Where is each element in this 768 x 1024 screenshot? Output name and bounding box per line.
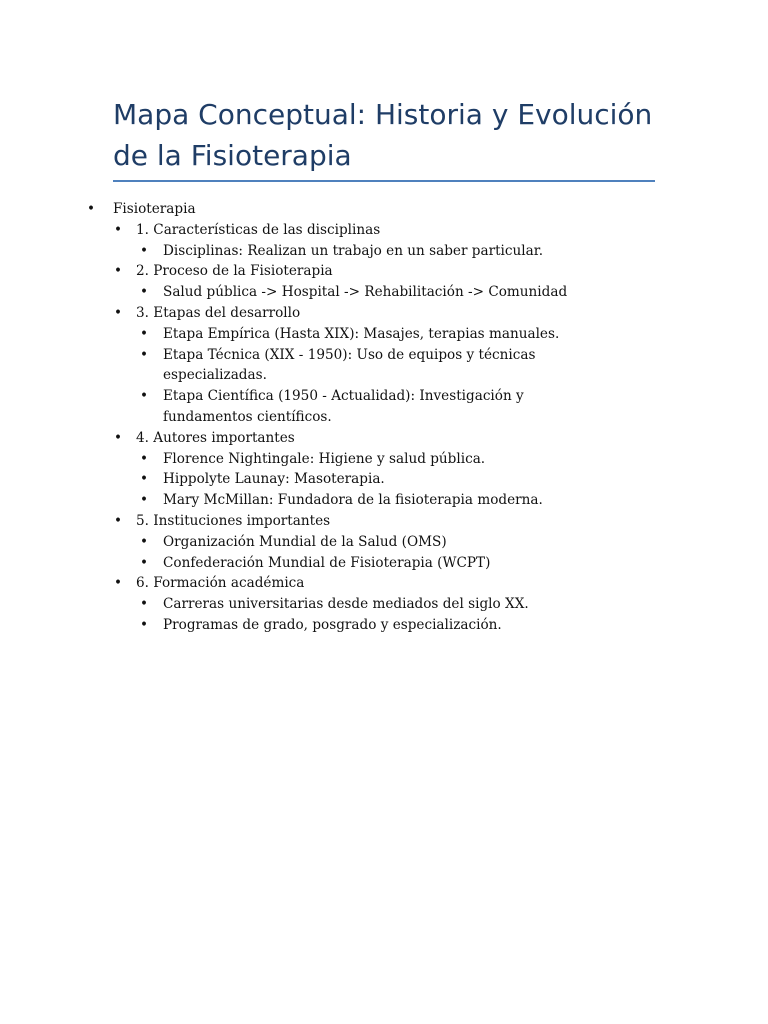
section-heading <box>0 261 768 282</box>
bullet-icon: • <box>140 450 149 467</box>
list-item-text: Confederación Mundial de Fisioterapia (WCPT) <box>163 554 491 571</box>
list-item-text: Etapa Empírica (Hasta XIX): Masajes, terapias manuales. <box>163 325 560 342</box>
bullet-icon: • <box>140 616 149 633</box>
bullet-icon: • <box>114 429 123 446</box>
list-item <box>0 386 768 428</box>
section-heading-text: 3. Etapas del desarrollo <box>136 304 301 321</box>
section-heading <box>0 511 768 532</box>
section-heading <box>0 303 768 324</box>
section-heading-text: 5. Instituciones importantes <box>136 512 331 529</box>
list-item <box>0 449 768 470</box>
section-heading <box>0 573 768 594</box>
list-item <box>0 553 768 574</box>
bullet-icon: • <box>140 242 149 259</box>
bullet-icon: • <box>87 201 96 217</box>
list-item <box>0 594 768 615</box>
bullet-icon: • <box>114 512 123 529</box>
list-item-text: Carreras universitarias desde mediados del siglo XX. <box>163 596 529 613</box>
list-item-text: Salud pública -> Hospital -> Rehabilitación -> Comunidad <box>163 284 568 301</box>
list-item-text: Florence Nightingale: Higiene y salud pública. <box>163 450 486 467</box>
section-heading-text: 2. Proceso de la Fisioterapia <box>136 263 333 280</box>
bullet-icon: • <box>114 221 123 238</box>
list-item-text: Fisioterapia <box>113 201 196 217</box>
section-heading <box>0 428 768 449</box>
list-item-text: Disciplinas: Realizan un trabajo en un saber particular. <box>163 242 544 259</box>
list-item <box>0 615 768 636</box>
list-item <box>0 469 768 490</box>
list-item <box>0 282 768 303</box>
list-item-text: Etapa Técnica (XIX - 1950): Uso de equipos y técnicas especializadas. <box>163 346 536 384</box>
list-item <box>0 241 768 262</box>
bullet-icon: • <box>140 533 149 550</box>
bullet-icon: • <box>114 304 123 321</box>
bullet-icon: • <box>140 346 149 363</box>
bullet-icon: • <box>140 596 149 613</box>
list-item <box>0 324 768 345</box>
list-item-text: Mary McMillan: Fundadora de la fisioterapia moderna. <box>163 492 543 509</box>
bullet-icon: • <box>114 575 123 592</box>
bullet-icon: • <box>140 471 149 488</box>
section-heading <box>0 220 768 241</box>
section-heading-text: 6. Formación académica <box>136 575 305 592</box>
list-item-root <box>0 199 768 220</box>
list-item-text: Etapa Científica (1950 - Actualidad): Investigación y fundamentos científicos. <box>163 388 524 425</box>
section-list <box>0 220 768 636</box>
bullet-icon: • <box>140 284 149 301</box>
list-item-text: Hippolyte Launay: Masoterapia. <box>163 471 385 488</box>
section-heading-text: 1. Características de las disciplinas <box>136 221 381 238</box>
list-item-text: Programas de grado, posgrado y especialización. <box>163 616 502 633</box>
list-item <box>0 532 768 553</box>
title-underline <box>113 180 655 182</box>
list-item-text: Organización Mundial de la Salud (OMS) <box>163 533 447 550</box>
bullet-icon: • <box>140 492 149 509</box>
page-title: Mapa Conceptual: Historia y Evolución de la Fisioterapia <box>113 98 653 172</box>
bullet-icon: • <box>140 554 149 571</box>
section-heading-text: 4. Autores importantes <box>136 429 295 446</box>
list-item <box>0 490 768 511</box>
concept-outline <box>0 199 768 636</box>
bullet-icon: • <box>140 388 149 405</box>
bullet-icon: • <box>140 325 149 342</box>
bullet-icon: • <box>114 263 123 280</box>
list-item <box>0 345 768 387</box>
